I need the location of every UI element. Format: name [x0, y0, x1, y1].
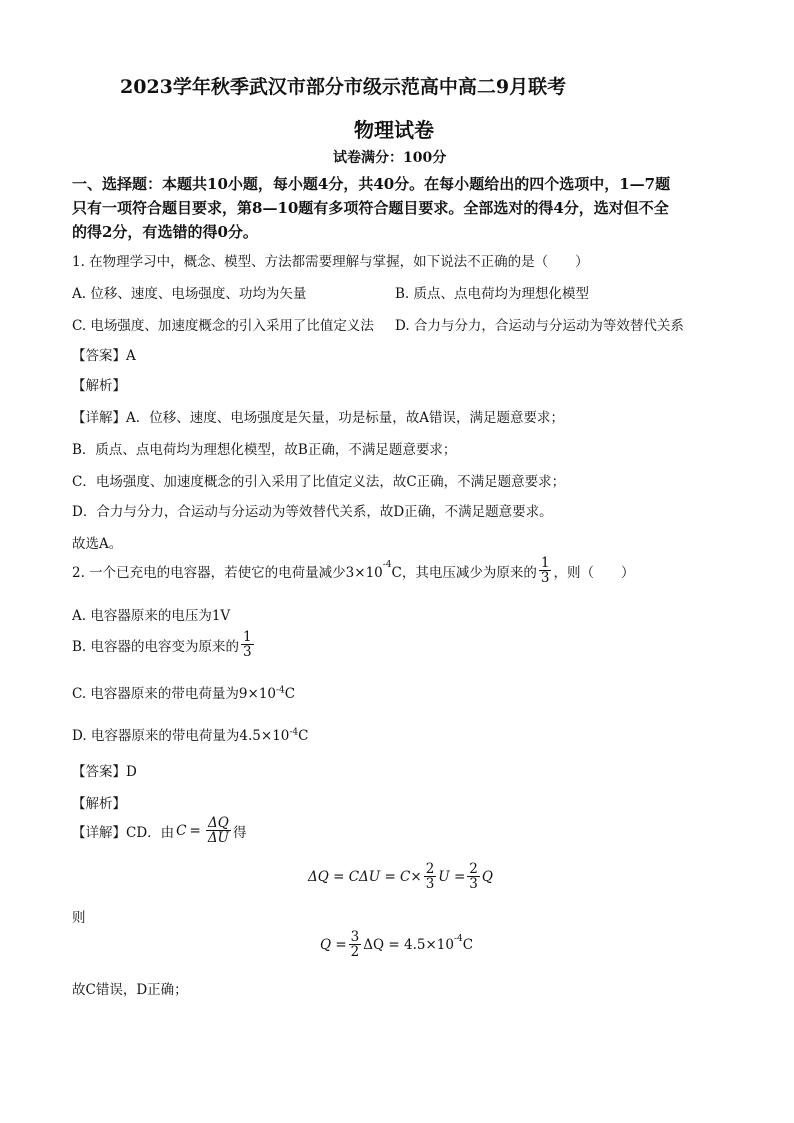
q2-option-d-exponent: -4	[289, 727, 299, 738]
q2-option-b-text: B. 电容器的电容变为原来的	[72, 638, 240, 655]
q2-stem-fraction	[539, 556, 552, 585]
equation-delta-q-right: Q	[481, 868, 493, 885]
q1-detail-b: B．质点、点电荷均为理想化模型，故B正确，不满足题意要求；	[72, 442, 457, 458]
subject-title: 物理试卷	[354, 118, 434, 142]
two-thirds-fraction	[424, 862, 437, 891]
then-word: 则	[72, 910, 86, 926]
q2-detail-prefix: 【详解】CD．由	[72, 824, 175, 841]
equation-q-unit: C	[462, 936, 474, 953]
equation-delta-q-left: ΔQ = CΔU = C×	[308, 868, 422, 885]
q2-option-d-unit: C	[298, 728, 309, 744]
fraction-numerator: 3	[350, 929, 360, 945]
q2-detail-suffix: 得	[232, 824, 247, 841]
fraction-denominator: ΔU	[207, 830, 229, 847]
equals-sign: =	[189, 822, 201, 839]
section-instructions-line1: 一、选择题：本题共10小题，每小题4分，共40分。在每小题给出的四个选项中，1—7题	[72, 175, 671, 193]
q2-option-b-fraction	[241, 630, 254, 659]
q2-answer: 【答案】D	[72, 764, 137, 780]
q2-option-b	[72, 630, 256, 659]
fraction-denominator: 3	[425, 876, 435, 893]
capacitance-fraction	[206, 816, 231, 845]
fraction-numerator: 2	[469, 861, 478, 877]
q1-option-b: B. 质点、点电荷均为理想化模型	[395, 286, 590, 302]
q1-option-c: C. 电场强度、加速度概念的引入采用了比值定义法	[72, 318, 374, 334]
fraction-numerator: ΔQ	[206, 816, 231, 831]
fraction-denominator: 3	[243, 644, 252, 661]
equation-q-left: Q =	[320, 936, 347, 953]
q1-option-d: D. 合力与分力，合运动与分运动为等效替代关系	[395, 318, 684, 334]
two-thirds-fraction	[467, 862, 480, 891]
fraction-denominator: 3	[469, 876, 478, 893]
equation-delta-q	[308, 862, 493, 891]
q2-option-c-unit: C	[284, 686, 296, 702]
q2-final: 故C错误，D正确；	[72, 982, 188, 998]
q2-option-d-prefix: D. 电容器原来的带电荷量为4.5×10	[72, 728, 290, 744]
q2-stem	[72, 556, 634, 585]
q2-analysis: 【解析】	[72, 796, 126, 812]
q1-answer: 【答案】A	[72, 348, 136, 364]
q1-stem: 1. 在物理学习中，概念、模型、方法都需要理解与掌握，如下说法不正确的是（ ）	[72, 254, 589, 270]
q1-option-a: A. 位移、速度、电场强度、功均为矢量	[72, 286, 307, 302]
fraction-denominator: 2	[350, 944, 360, 961]
equation-q-exponent: -4	[453, 933, 463, 944]
q2-option-c-prefix: C. 电容器原来的带电荷量为9×10	[72, 686, 277, 702]
q1-detail-d: D．合力与分力，合运动与分运动为等效替代关系，故D正确，不满足题意要求。	[72, 504, 553, 520]
q2-stem-exponent: -4	[382, 559, 392, 570]
equation-q	[320, 930, 473, 959]
section-instructions-line2: 只有一项符合题目要求，第8—10题有多项符合题目要求。全部选对的得4分，选对但不全	[72, 199, 669, 217]
q1-detail: 【详解】A．位移、速度、电场强度是矢量，功是标量，故A错误，满足题意要求；	[72, 410, 564, 426]
score-line: 试卷满分：100分	[333, 150, 447, 166]
page-title: 2023学年秋季武汉市部分市级示范高中高二9月联考	[120, 76, 567, 98]
q2-option-c-exponent: -4	[276, 685, 285, 696]
capacitance-symbol: C	[176, 822, 187, 839]
q2-option-d	[72, 724, 309, 744]
q2-detail	[72, 816, 246, 845]
three-halves-fraction	[349, 930, 362, 959]
fraction-numerator: 2	[425, 861, 435, 877]
q2-option-a: A. 电容器原来的电压为1V	[72, 608, 231, 624]
fraction-denominator: 3	[540, 570, 550, 587]
q2-stem-prefix: 2. 一个已充电的电容器，若使它的电荷量减少3×10	[72, 564, 383, 581]
equation-q-mid: ΔQ = 4.5×10	[363, 936, 454, 953]
equation-delta-q-mid: U =	[438, 868, 466, 885]
q2-option-c	[72, 682, 295, 702]
q1-detail-c: C．电场强度、加速度概念的引入采用了比值定义法，故C正确，不满足题意要求；	[72, 474, 566, 490]
fraction-numerator: 1	[243, 629, 252, 645]
q1-analysis: 【解析】	[72, 378, 126, 394]
section-instructions-line3: 的得2分，有选错的得0分。	[72, 223, 258, 241]
q2-stem-suffix: ，则（ ）	[553, 564, 635, 581]
q2-stem-mid: C，其电压减少为原来的	[391, 564, 537, 581]
fraction-numerator: 1	[540, 555, 550, 571]
q1-conclusion: 故选A。	[72, 536, 123, 552]
